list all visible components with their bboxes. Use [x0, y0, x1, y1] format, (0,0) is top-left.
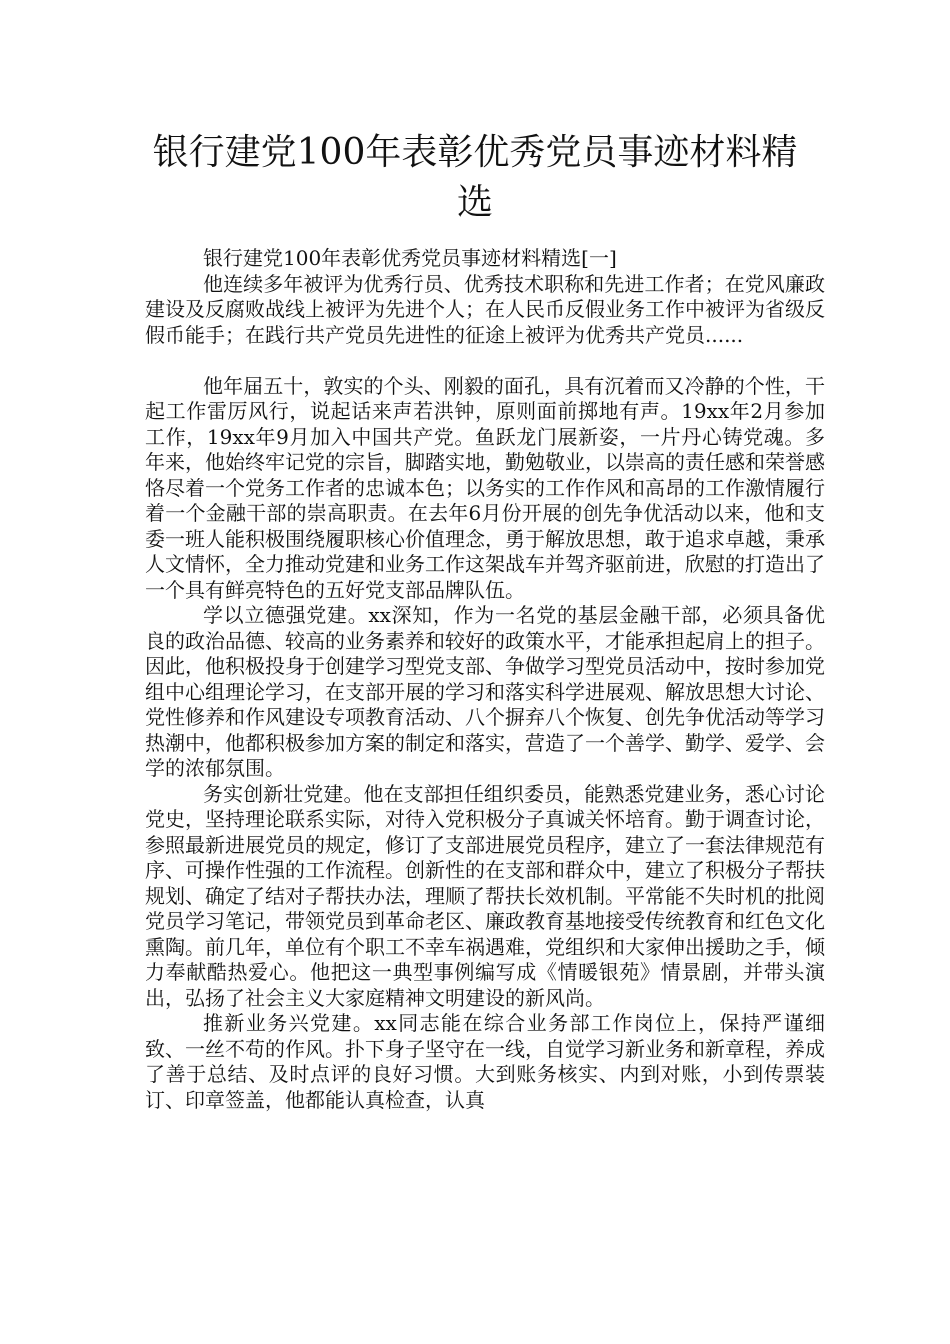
document-title: 银行建党100年表彰优秀党员事迹材料精选 — [152, 132, 798, 223]
body-paragraph: 他年届五十，敦实的个头、刚毅的面孔，具有沉着而又冷静的个性，干起工作雷厉风行，说起话来声若洪钟，原则面前掷地有声。19xx年2月参加工作，19xx年9月加入中国共产党。鱼跃龙门展新姿，一片丹心铸党魂。多年来，他始终牢记党的宗旨，脚踏实地，勤勉敬业，以崇高的责任感和荣誉感恪尽着一个党务工作者的忠诚本色；以务实的工作作风和高昂的工作激情履行着一个金融干部的崇高职责。在去年6月份开展的创先争优活动以来，他和支委一班人能积极围绕履职核心价值理念，勇于解放思想，敢于追求卓越，秉承人文情怀，全力推动党建和业务工作这架战车并驾齐驱前进，欣慰的打造出了一个具有鲜亮特色的五好党支部品牌队伍。 — [145, 373, 825, 602]
body-paragraph: 推新业务兴党建。xx同志能在综合业务部工作岗位上，保持严谨细致、一丝不苟的作风。扑下身子坚守在一线，自觉学习新业务和新章程，养成了善于总结、及时点评的良好习惯。大到账务核实、内到对账，小到传票装订、印章签盖，他都能认真检查，认真 — [145, 1011, 825, 1112]
body-paragraph: 学以立德强党建。xx深知，作为一名党的基层金融干部，必须具备优良的政治品德、较高的业务素养和较好的政策水平，才能承担起肩上的担子。因此，他积极投身于创建学习型党支部、争做学习型党员活动中，按时参加党组中心组理论学习，在支部开展的学习和落实科学进展观、解放思想大讨论、党性修养和作风建设专项教育活动、八个摒弃八个恢复、创先争优活动等学习热潮中，他都积极参加方案的制定和落实，营造了一个善学、勤学、爱学、会学的浓郁氛围。 — [145, 603, 825, 780]
document-body — [145, 246, 825, 1113]
subtitle-paragraph: 银行建党100年表彰优秀党员事迹材料精选[一] — [203, 246, 617, 270]
intro-paragraph: 他连续多年被评为优秀行员、优秀技术职称和先进工作者；在党风廉政建设及反腐败战线上被评为先进个人；在人民币反假业务工作中被评为省级反假币能手；在践行共产党员先进性的征途上被评为优秀共产党员...... — [145, 271, 825, 347]
body-paragraph: 务实创新壮党建。他在支部担任组织委员，能熟悉党建业务，悉心讨论党史，坚持理论联系实际，对待入党积极分子真诚关怀培育。勤于调查讨论，参照最新进展党员的规定，修订了支部进展党员程序，建立了一套法律规范有序、可操作性强的工作流程。创新性的在支部和群众中，建立了积极分子帮扶规划、确定了结对子帮扶办法，理顺了帮扶长效机制。平常能不失时机的批阅党员学习笔记，带领党员到革命老区、廉政教育基地接受传统教育和红色文化熏陶。前几年，单位有个职工不幸车祸遇难，党组织和大家伸出援助之手，倾力奉献酷热爱心。他把这一典型事例编写成《情暖银苑》情景剧，并带头演出，弘扬了社会主义大家庭精神文明建设的新风尚。 — [145, 781, 825, 1010]
